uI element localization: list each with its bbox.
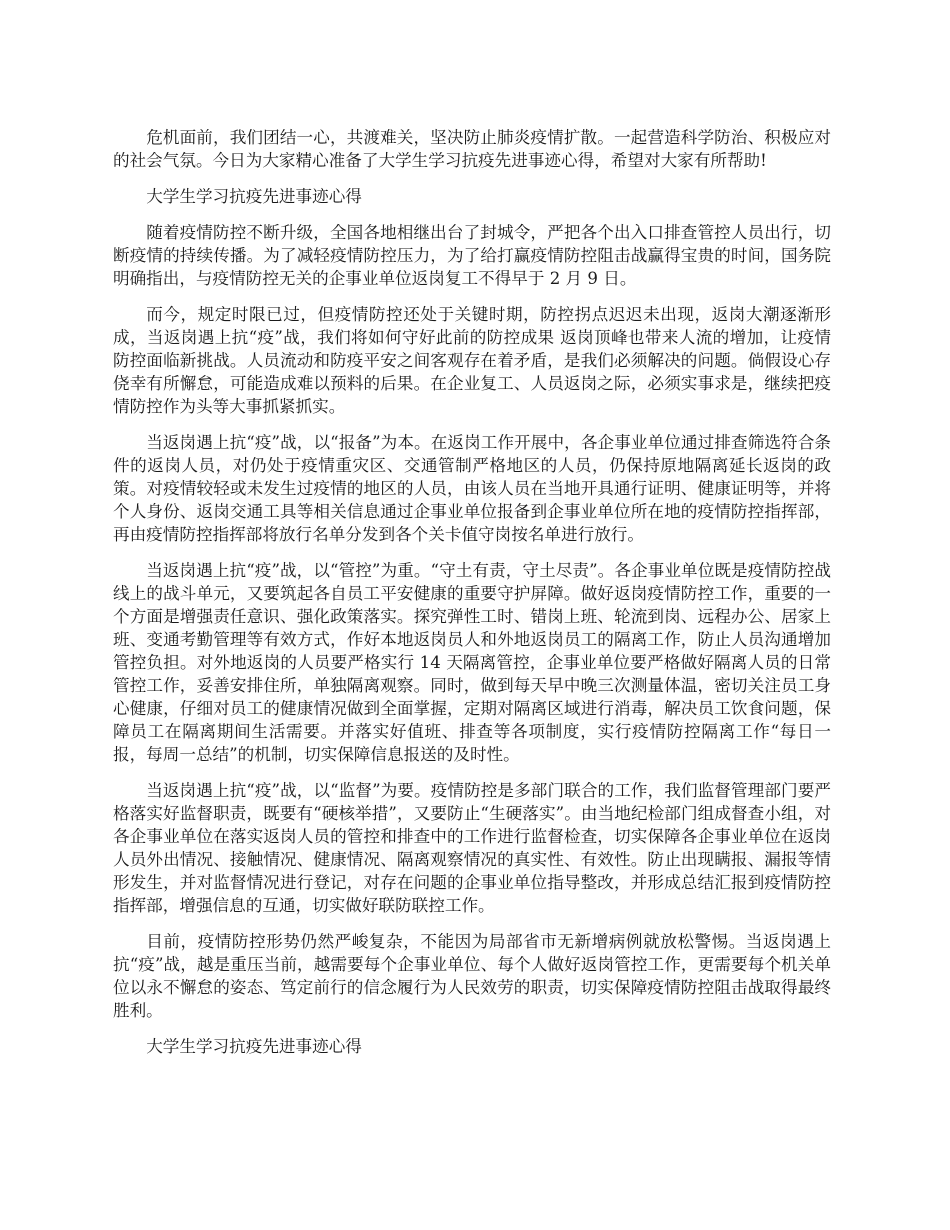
body-paragraph: 当返岗遇上抗“疫”战，以“监督”为要。疫情防控是多部门联合的工作，我们监督管理部门要严格落实好监督职责，既要有“硬核举措”，又要防止“生硬落实”。由当地纪检部门组成督查小组，对各企事业单位在落实返岗人员的管控和排查中的工作进行监督检查，切实保障各企事业单位在返岗人员外出情况、接触情况、健康情况、隔离观察情况的真实性、有效性。防止出现瞒报、漏报等情形发生，并对监督情况进行登记，对存在问题的企事业单位指导整改，并形成总结汇报到疫情防控指挥部，增强信息的互通，切实做好联防联控工作。 xyxy=(113,781,831,915)
section-heading: 大学生学习抗疫先进事迹心得 xyxy=(146,187,362,206)
document-body xyxy=(113,126,831,1071)
body-paragraph: 而今，规定时限已过，但疫情防控还处于关键时期，防控拐点迟迟未出现，返岗大潮逐渐形成，当返岗遇上抗“疫”战，我们将如何守好此前的防控成果 返岗顶峰也带来人流的增加，让疫情防控面临新挑战。人员流动和防疫平安之间客观存在着矛盾，是我们必须解决的问题。倘假设心存侥幸有所懈怠，可能造成难以预料的后果。在企业复工、人员返岗之际，必须实事求是，继续把疫情防控作为头等大事抓紧抓实。 xyxy=(113,305,831,416)
body-paragraph: 当返岗遇上抗“疫”战，以“管控”为重。“守土有责，守土尽责”。各企事业单位既是疫情防控战线上的战斗单元，又要筑起各自员工平安健康的重要守护屏障。做好返岗疫情防控工作，重要的一个方面是增强责任意识、强化政策落实。探究弹性工时、错岗上班、轮流到岗、远程办公、居家上班、变通考勤管理等有效方式，作好本地返岗员人和外地返岗员工的隔离工作，防止人员沟通增加管控负担。对外地返岗的人员要严格实行 14 天隔离管控，企事业单位要严格做好隔离人员的日常管控工作，妥善安排住所，单独隔离观察。同时，做到每天早中晚三次测量体温，密切关注员工身心健康，仔细对员工的健康情况做到全面掌握，定期对隔离区域进行消毒，解决员工饮食问题，保障员工在隔离期间生活需要。并落实好值班、排查等各项制度，实行疫情防控隔离工作“每日一报，每周一总结”的机制，切实保障信息报送的及时性。 xyxy=(113,561,831,764)
section-heading: 大学生学习抗疫先进事迹心得 xyxy=(146,1037,362,1056)
body-paragraph: 当返岗遇上抗“疫”战，以“报备”为本。在返岗工作开展中，各企事业单位通过排查筛选符合条件的返岗人员，对仍处于疫情重灾区、交通管制严格地区的人员，仍保持原地隔离延长返岗的政策。对疫情较轻或未发生过疫情的地区的人员，由该人员在当地开具通行证明、健康证明等，并将个人身份、返岗交通工具等相关信息通过企事业单位报备到企事业单位所在地的疫情防控指挥部，再由疫情防控指挥部将放行名单分发到各个关卡值守岗按名单进行放行。 xyxy=(113,433,831,544)
intro-paragraph: 危机面前，我们团结一心，共渡难关，坚决防止肺炎疫情扩散。一起营造科学防治、积极应对的社会气氛。今日为大家精心准备了大学生学习抗疫先进事迹心得，希望对大家有所帮助! xyxy=(113,128,831,170)
body-paragraph: 目前，疫情防控形势仍然严峻复杂，不能因为局部省市无新增病例就放松警惕。当返岗遇上抗“疫”战，越是重压当前，越需要每个企事业单位、每个人做好返岗管控工作，更需要每个机关单位以永不懈怠的姿态、笃定前行的信念履行为人民效劳的职责，切实保障疫情防控阻击战取得最终胜利。 xyxy=(113,932,831,1020)
body-paragraph: 随着疫情防控不断升级，全国各地相继出台了封城令，严把各个出入口排查管控人员出行，切断疫情的持续传播。为了减轻疫情防控压力，为了给打赢疫情防控阻击战赢得宝贵的时间，国务院明确指出，与疫情防控无关的企事业单位返岗复工不得早于 2 月 9 日。 xyxy=(113,223,831,288)
